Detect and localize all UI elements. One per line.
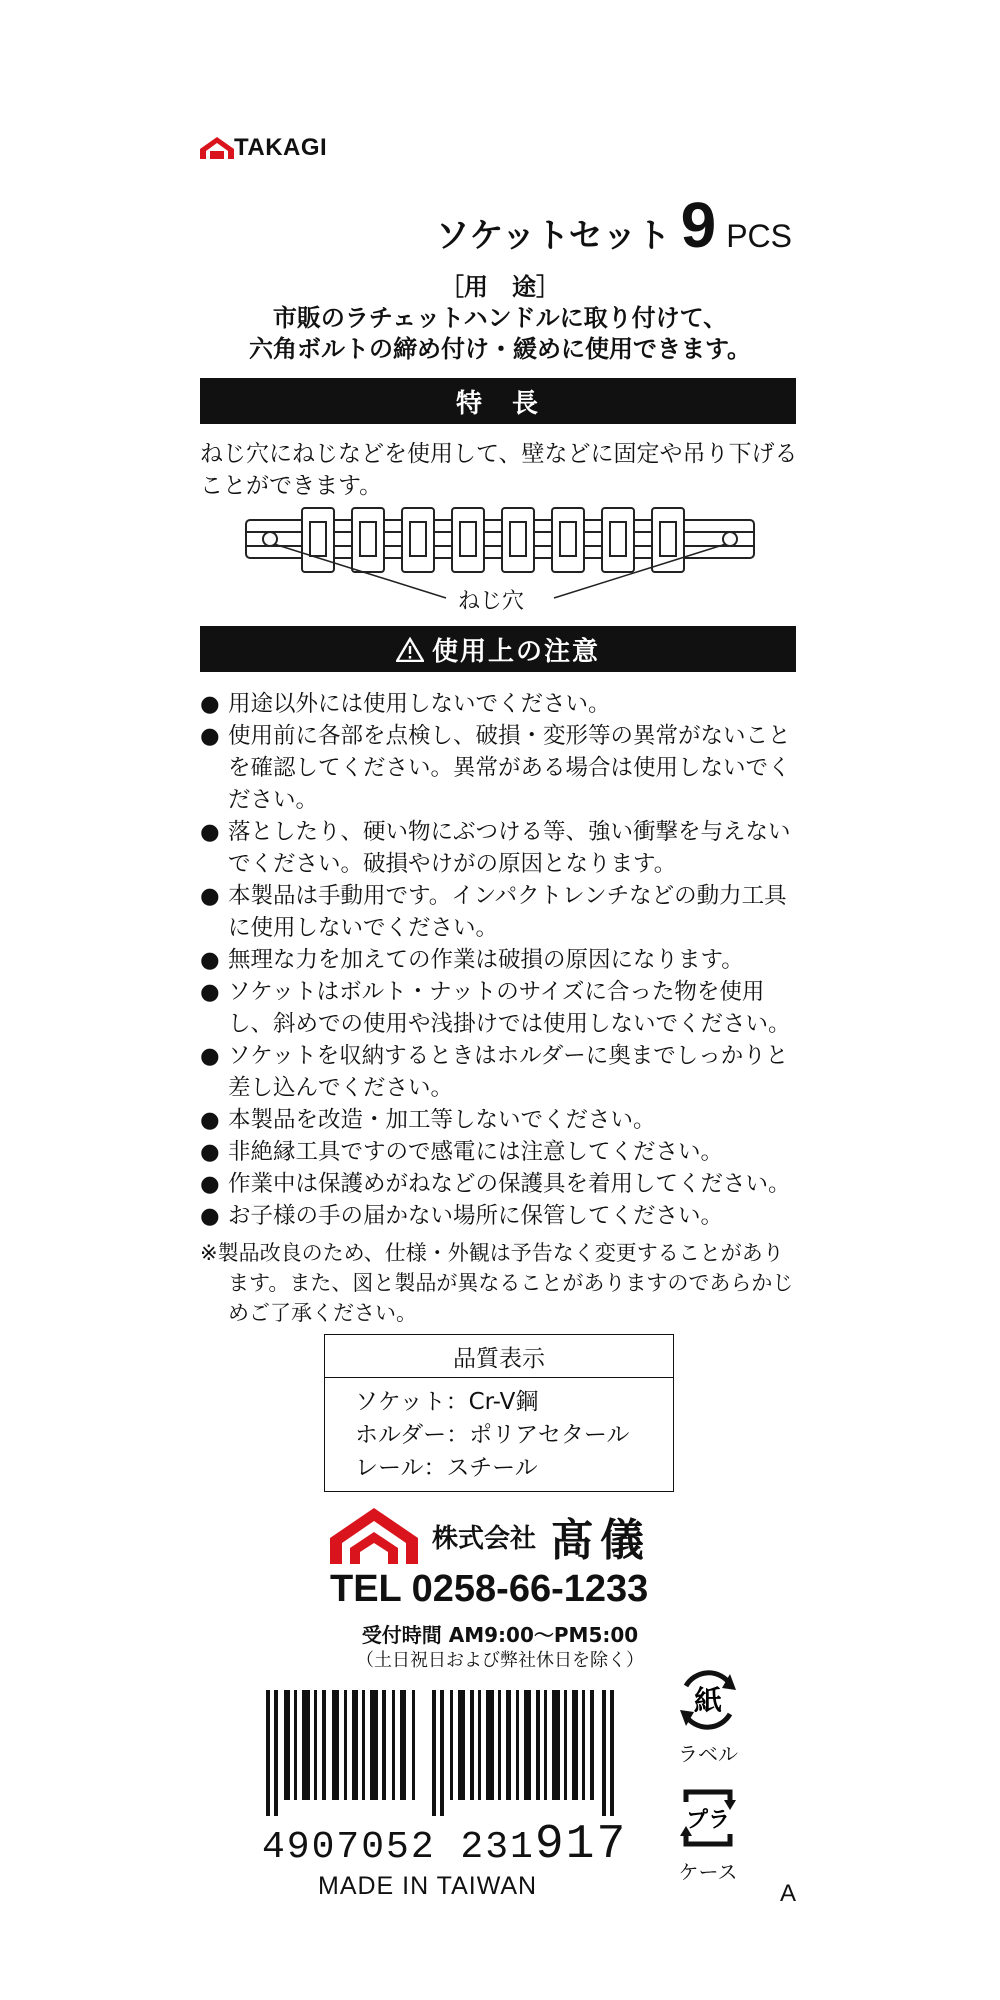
svg-text:紙: 紙	[693, 1684, 723, 1717]
usage-line: 六角ボルトの締め付け・緩めに使用できます。	[248, 335, 752, 363]
list-item: ● お子様の手の届かない場所に保管してください。	[200, 1203, 724, 1229]
quality-label-box	[324, 1334, 674, 1492]
usage-section	[200, 272, 800, 365]
socket-holders	[302, 508, 684, 572]
list-item: ● 無理な力を加えての作業は破損の原因になります。	[200, 947, 744, 973]
list-item: ● 本製品は手動用です。インパクトレンチなどの動力工具に使用しないでください。	[200, 883, 787, 941]
remark-note: ※製品改良のため、仕様・外観は予告なく変更することがあります。また、図と製品が異なることがありますのであらかじめご了承ください。	[200, 1241, 794, 1325]
quality-line: ホルダー：ポリアセタール	[355, 1422, 630, 1448]
product-title	[436, 188, 792, 262]
company-tel: TEL 0258-66-1233	[330, 1568, 649, 1610]
piece-count: 9	[680, 189, 717, 261]
caution-heading-bar	[200, 626, 796, 672]
features-text: ねじ穴にねじなどを使用して、壁などに固定や吊り下げることができます。	[200, 441, 798, 499]
barcode	[262, 1690, 622, 1816]
list-item: ● 落としたり、硬い物にぶつける等、強い衝撃を与えないでください。破損やけがの原因となります。	[200, 819, 791, 877]
paper-recycle-mark	[672, 1664, 744, 1767]
features-heading: 特 長	[455, 388, 540, 419]
quality-title: 品質表示	[325, 1335, 673, 1378]
barcode-digits-main: 4907052 231	[262, 1826, 535, 1869]
barcode-digits	[262, 1818, 627, 1872]
paper-recycle-label: ラベル	[678, 1742, 738, 1766]
hours-note: （土日祝日および弊社休日を除く）	[356, 1650, 644, 1671]
hours-text: 受付時間 AM9:00〜PM5:00	[361, 1623, 639, 1647]
features-heading-bar	[200, 378, 796, 424]
screw-hole-label: ねじ穴	[458, 589, 525, 614]
quality-line: レール：スチール	[355, 1455, 538, 1481]
company-name: 髙儀	[550, 1515, 651, 1566]
house-logo-icon	[200, 137, 234, 159]
brand-logo	[200, 134, 327, 162]
company-block	[330, 1504, 650, 1568]
piece-unit: PCS	[726, 218, 792, 254]
company-prefix: 株式会社	[432, 1523, 537, 1554]
list-item: ● 用途以外には使用しないでください。	[200, 691, 611, 717]
list-item: ● 使用前に各部を点検し、破損・変形等の異常がないことを確認してください。異常がある場合は使用しないでください。	[200, 723, 791, 813]
list-item: ● ソケットを収納するときはホルダーに奥までしっかりと差し込んでください。	[200, 1043, 789, 1101]
product-name: ソケットセット	[435, 216, 671, 256]
svg-text:プラ: プラ	[685, 1808, 731, 1833]
paper-recycle-icon	[672, 1664, 744, 1736]
list-item: ● 本製品を改造・加工等しないでください。	[200, 1107, 656, 1133]
list-item: ● 非絶縁工具ですので感電には注意してください。	[200, 1139, 724, 1165]
caution-heading: 使用上の注意	[431, 636, 600, 667]
lot-letter: A	[780, 1880, 797, 1907]
plastic-recycle-icon	[672, 1782, 744, 1854]
usage-heading: ［用 途］	[440, 273, 560, 301]
warning-triangle-icon	[396, 637, 424, 662]
quality-line: ソケット：Cr-V鋼	[355, 1389, 539, 1415]
plastic-recycle-label: ケース	[678, 1860, 738, 1884]
plastic-recycle-mark	[672, 1782, 744, 1885]
origin-text: MADE IN TAIWAN	[318, 1872, 538, 1900]
list-item: ● ソケットはボルト・ナットのサイズに合った物を使用し、斜めでの使用や浅掛けでは使用しないでください。	[200, 979, 791, 1037]
barcode-digits-tail: 917	[534, 1818, 628, 1872]
company-house-logo-icon	[330, 1508, 418, 1564]
usage-line: 市販のラチェットハンドルに取り付けて、	[272, 304, 728, 332]
caution-list	[200, 688, 800, 1232]
list-item: ● 作業中は保護めがねなどの保護具を着用してください。	[200, 1171, 791, 1197]
brand-name: TAKAGI	[234, 134, 328, 161]
